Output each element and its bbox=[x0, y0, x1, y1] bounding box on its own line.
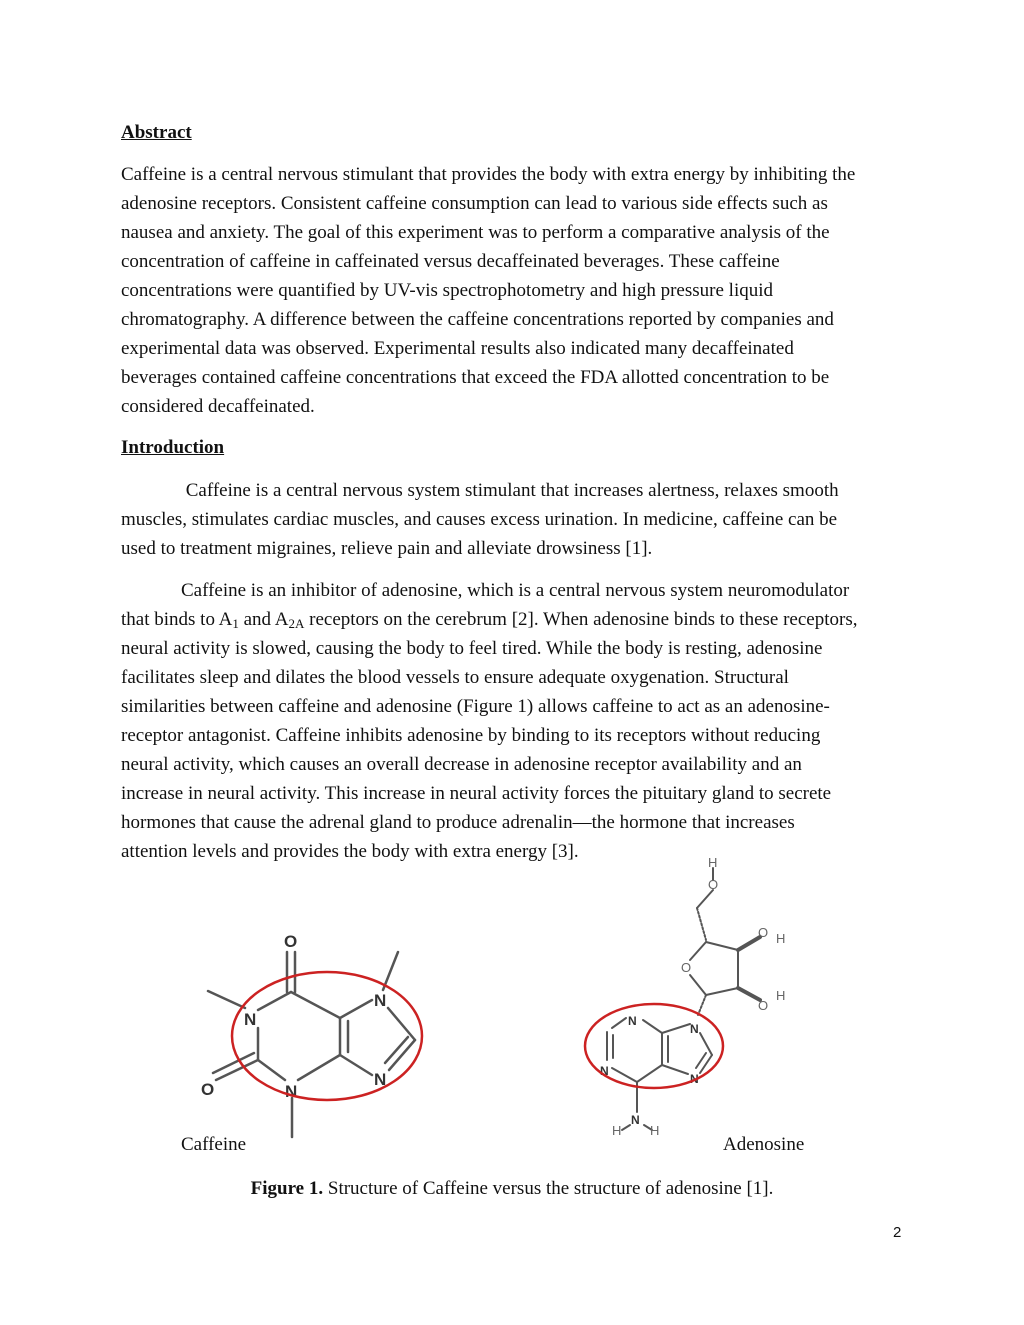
receptor-subscript-2a: 2A bbox=[288, 616, 305, 631]
adenosine-highlight-ring bbox=[585, 1004, 723, 1088]
caffeine-highlight-ring bbox=[232, 972, 422, 1100]
adenosine-nitrogen: N bbox=[600, 1064, 609, 1078]
caffeine-label: Caffeine bbox=[181, 1134, 247, 1155]
abstract-line: concentrations were quantified by UV-vis spectrophotometry and high pressure liquid bbox=[121, 280, 774, 301]
introduction-heading: Introduction bbox=[121, 437, 225, 458]
adenosine-nitrogen: N bbox=[628, 1014, 637, 1028]
receptor-subscript-1: 1 bbox=[232, 616, 239, 631]
adenosine-nitrogen: N bbox=[690, 1022, 699, 1036]
abstract-line: experimental data was observed. Experimental results also indicated many decaffeinated bbox=[121, 338, 794, 359]
figure-caption-label: Figure 1. bbox=[250, 1178, 324, 1199]
intro-line: hormones that cause the adrenal gland to produce adrenalin—the hormone that increases bbox=[121, 812, 795, 833]
abstract-line: concentration of caffeine in caffeinated versus decaffeinated beverages. These caffeine bbox=[121, 251, 780, 272]
intro-line: neural activity is slowed, causing the body to feel tired. While the body is resting, adenosine bbox=[121, 638, 823, 659]
abstract-line: considered decaffeinated. bbox=[121, 396, 315, 417]
page-number: 2 bbox=[893, 1224, 902, 1241]
adenosine-oxygen: O bbox=[758, 925, 769, 940]
abstract-line: adenosine receptors. Consistent caffeine consumption can lead to various side effects such as bbox=[121, 193, 828, 214]
figure-caption bbox=[0, 1177, 1024, 1201]
intro-line-receptors bbox=[121, 605, 921, 634]
adenosine-label: Adenosine bbox=[723, 1134, 805, 1155]
abstract-heading: Abstract bbox=[121, 122, 192, 143]
caffeine-oxygen-top: O bbox=[284, 932, 298, 951]
intro-line: receptor antagonist. Caffeine inhibits adenosine by binding to its receptors without reducing bbox=[121, 725, 821, 746]
adenosine-nitrogen: N bbox=[690, 1072, 699, 1086]
adenosine-hydrogen: H bbox=[612, 1123, 622, 1138]
intro-line: facilitates sleep and dilates the blood vessels to ensure adequate oxygenation. Structural bbox=[121, 667, 789, 688]
adenosine-ring-oxygen: O bbox=[681, 960, 692, 975]
abstract-line: nausea and anxiety. The goal of this experiment was to perform a comparative analysis of the bbox=[121, 222, 830, 243]
intro-line: Caffeine is a central nervous system stimulant that increases alertness, relaxes smooth bbox=[181, 480, 839, 501]
abstract-line: beverages contained caffeine concentrations that exceed the FDA allotted concentration to be bbox=[121, 367, 830, 388]
intro-line: used to treatment migraines, relieve pain and alleviate drowsiness [1]. bbox=[121, 538, 653, 559]
adenosine-oxygen: O bbox=[708, 877, 719, 892]
caffeine-nitrogen-3: N bbox=[285, 1082, 298, 1101]
intro-paragraph-1 bbox=[121, 476, 921, 563]
receptor-text-mid: and A bbox=[238, 609, 289, 630]
intro-paragraph-2 bbox=[121, 576, 921, 866]
intro-line: increase in neural activity. This increase in neural activity forces the pituitary gland to secrete bbox=[121, 783, 832, 804]
adenosine-hydrogen: H bbox=[650, 1123, 660, 1138]
abstract-line: Caffeine is a central nervous stimulant that provides the body with extra energy by inhibiting the bbox=[121, 164, 856, 185]
caffeine-structure bbox=[180, 915, 460, 1145]
adenosine-hydrogen: H bbox=[776, 988, 786, 1003]
adenosine-oxygen: O bbox=[758, 998, 769, 1013]
intro-line: neural activity, which causes an overall decrease in adenosine receptor availability and an bbox=[121, 754, 802, 775]
receptor-text-pre: that binds to A bbox=[121, 609, 233, 630]
adenosine-amine-nitrogen: N bbox=[631, 1113, 640, 1127]
caffeine-oxygen-bottom: O bbox=[201, 1080, 215, 1099]
caffeine-nitrogen-7: N bbox=[374, 991, 387, 1010]
intro-line: attention levels and provides the body with extra energy [3]. bbox=[121, 841, 579, 862]
adenosine-structure bbox=[580, 855, 800, 1140]
adenosine-hydrogen: H bbox=[708, 855, 718, 870]
adenosine-hydrogen: H bbox=[776, 931, 786, 946]
receptor-text-post: receptors on the cerebrum [2]. When adenosine binds to these receptors, bbox=[304, 609, 858, 630]
abstract-paragraph bbox=[121, 160, 921, 421]
abstract-line: chromatography. A difference between the caffeine concentrations reported by companies and bbox=[121, 309, 834, 330]
figure-caption-text: Structure of Caffeine versus the structure of adenosine [1]. bbox=[323, 1178, 774, 1199]
intro-line: muscles, stimulates cardiac muscles, and causes excess urination. In medicine, caffeine can be bbox=[121, 509, 838, 530]
intro-line: Caffeine is an inhibitor of adenosine, which is a central nervous system neuromodulator bbox=[181, 580, 850, 601]
intro-line: similarities between caffeine and adenosine (Figure 1) allows caffeine to act as an adenosine- bbox=[121, 696, 830, 717]
caffeine-nitrogen-1: N bbox=[244, 1010, 257, 1029]
caffeine-nitrogen-9: N bbox=[374, 1070, 387, 1089]
